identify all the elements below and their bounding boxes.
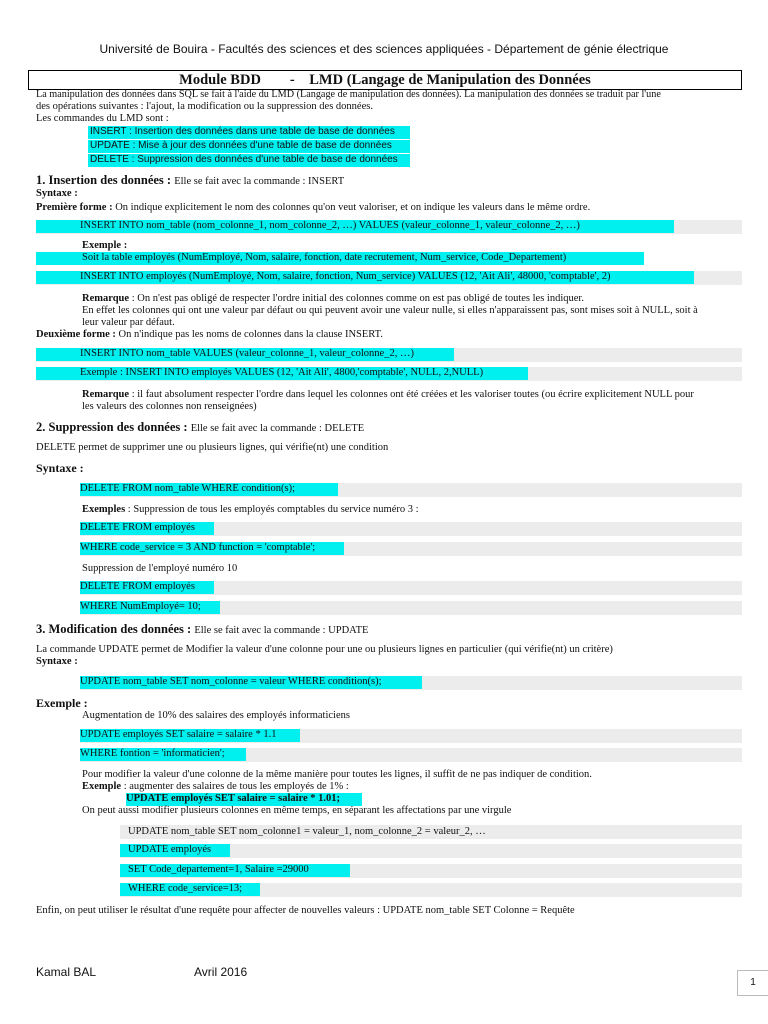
final-note: Enfin, on peut utiliser le résultat d'une requête pour affecter de nouvelles valeurs : UPDATE nom_table SET Colonne = Requête <box>36 905 575 916</box>
delete-desc: DELETE permet de supprimer une ou plusieurs lignes, qui vérifie(nt) une condition <box>36 442 389 453</box>
intro-line-2: des opérations suivantes : l'ajout, la modification ou la suppression des données. <box>36 101 373 112</box>
update-example-2: Exemple : augmenter des salaires de tous les employés de 1% : <box>82 781 349 792</box>
update-all-text: Pour modifier la valeur d'une colonne de la même manière pour toutes les lignes, il suffit de ne pas indiquer de condition. <box>82 769 592 780</box>
footer-author: Kamal BAL <box>36 965 97 979</box>
intro-line-1: La manipulation des données dans SQL se fait à l'aide du LMD (Langage de manipulation des données). La manipulation des données se traduit par l'une <box>36 89 661 100</box>
exemple-label-1: Exemple : <box>82 240 128 251</box>
code-delete-from-1: DELETE FROM employés <box>80 522 214 535</box>
code-update-syntax: UPDATE nom_table SET nom_colonne = valeur WHERE condition(s); <box>80 676 422 689</box>
code-where-service: WHERE code_service=13; <box>120 883 260 896</box>
code-delete-where-1: WHERE code_service = 3 AND function = 'comptable'; <box>80 542 344 555</box>
exemple-label-2: Exemple : <box>36 696 88 710</box>
remark-1-a: Remarque : On n'est pas obligé de respecter l'ordre initial des colonnes comme on est pas obligé de toutes les indiquer. <box>82 293 584 304</box>
update-desc: La commande UPDATE permet de Modifier la valeur d'une colonne pour une ou plusieurs lignes en particulier (qui vérifie(nt) un critère) <box>36 644 613 655</box>
code-delete-where-2: WHERE NumEmployé= 10; <box>80 601 220 614</box>
page-title: Module BDD - LMD (Langage de Manipulation des Données <box>28 70 742 90</box>
update-multi-text: On peut aussi modifier plusieurs colonnes en même temps, en séparant les affectations par une virgule <box>82 805 512 816</box>
code-update-salaire: UPDATE employés SET salaire = salaire * 1.1 <box>80 729 300 742</box>
example-table-def: Soit la table employés (NumEmployé, Nom, salaire, fonction, date recrutement, Num_service, Code_Departement) <box>36 252 644 265</box>
syntaxe-label-2: Syntaxe : <box>36 461 84 475</box>
remark-2-b: les valeurs des colonnes non renseignées) <box>82 401 257 412</box>
remark-1-c: leur valeur par défaut. <box>82 317 175 328</box>
code-update-employes: UPDATE employés <box>120 844 230 857</box>
cmd-delete: DELETE : Suppression des données d'une table de base de données <box>88 154 410 167</box>
section-1-heading: 1. Insertion des données : Elle se fait avec la commande : INSERT <box>36 173 345 187</box>
syntaxe-label-1: Syntaxe : <box>36 188 78 199</box>
page-header: Université de Bouira - Facultés des sciences et des sciences appliquées - Département de génie électrique <box>99 42 669 56</box>
syntaxe-label-3: Syntaxe : <box>36 656 78 667</box>
code-delete-syntax: DELETE FROM nom_table WHERE condition(s); <box>80 483 338 496</box>
remark-2-a: Remarque : il faut absolument respecter l'ordre dans lequel les colonnes ont été créées et les valoriser toutes (ou écrire explicitement NULL pour <box>82 389 694 400</box>
update-example-1: Augmentation de 10% des salaires des employés informaticiens <box>82 710 350 721</box>
delete-example-2: Suppression de l'employé numéro 10 <box>82 563 238 574</box>
section-3-heading: 3. Modification des données : Elle se fait avec la commande : UPDATE <box>36 622 369 636</box>
delete-example-1: Exemples : Suppression de tous les employés comptables du service numéro 3 : <box>82 504 419 515</box>
code-insert-columns: INSERT INTO nom_table (nom_colonne_1, nom_colonne_2, …) VALUES (valeur_colonne_1, valeur_colonne_2, …) <box>36 220 674 233</box>
code-insert-values: INSERT INTO nom_table VALUES (valeur_colonne_1, valeur_colonne_2, …) <box>36 348 454 361</box>
code-set-values: SET Code_departement=1, Salaire =29000 <box>120 864 350 877</box>
page-number: 1 <box>737 970 768 996</box>
cmd-update: UPDATE : Mise à jour des données d'une table de base de données <box>88 140 410 153</box>
code-update-multi: UPDATE nom_table SET nom_colonne1 = valeur_1, nom_colonne_2 = valeur_2, … <box>128 826 486 837</box>
cmd-insert: INSERT : Insertion des données dans une table de base de données <box>88 126 410 139</box>
remark-1-b: En effet les colonnes qui ont une valeur par défaut ou qui peuvent avoir une valeur nulle, si elles n'apparaissent pas, sont mises soit à NULL, soit à <box>82 305 698 316</box>
code-update-where: WHERE fontion = 'informaticien'; <box>80 748 246 761</box>
form2-line: Deuxième forme : On n'indique pas les noms de colonnes dans la clause INSERT. <box>36 329 383 340</box>
section-2-heading: 2. Suppression des données : Elle se fait avec la commande : DELETE <box>36 420 365 434</box>
footer-date: Avril 2016 <box>194 965 248 979</box>
code-insert-values-example: Exemple : INSERT INTO employés VALUES (12, 'Ait Ali', 4800,'comptable', NULL, 2,NULL) <box>36 367 528 380</box>
form1-line: Première forme : On indique explicitement le nom des colonnes qu'on veut valoriser, et on indique les valeurs dans le même ordre. <box>36 202 591 213</box>
intro-line-3: Les commandes du LMD sont : <box>36 113 169 124</box>
code-update-one-percent: UPDATE employés SET salaire = salaire * 1.01; <box>126 793 362 806</box>
code-insert-example: INSERT INTO employés (NumEmployé, Nom, salaire, fonction, Num_service) VALUES (12, 'Ait Ali', 48000, 'comptable', 2) <box>36 271 694 284</box>
code-delete-from-2: DELETE FROM employés <box>80 581 214 594</box>
